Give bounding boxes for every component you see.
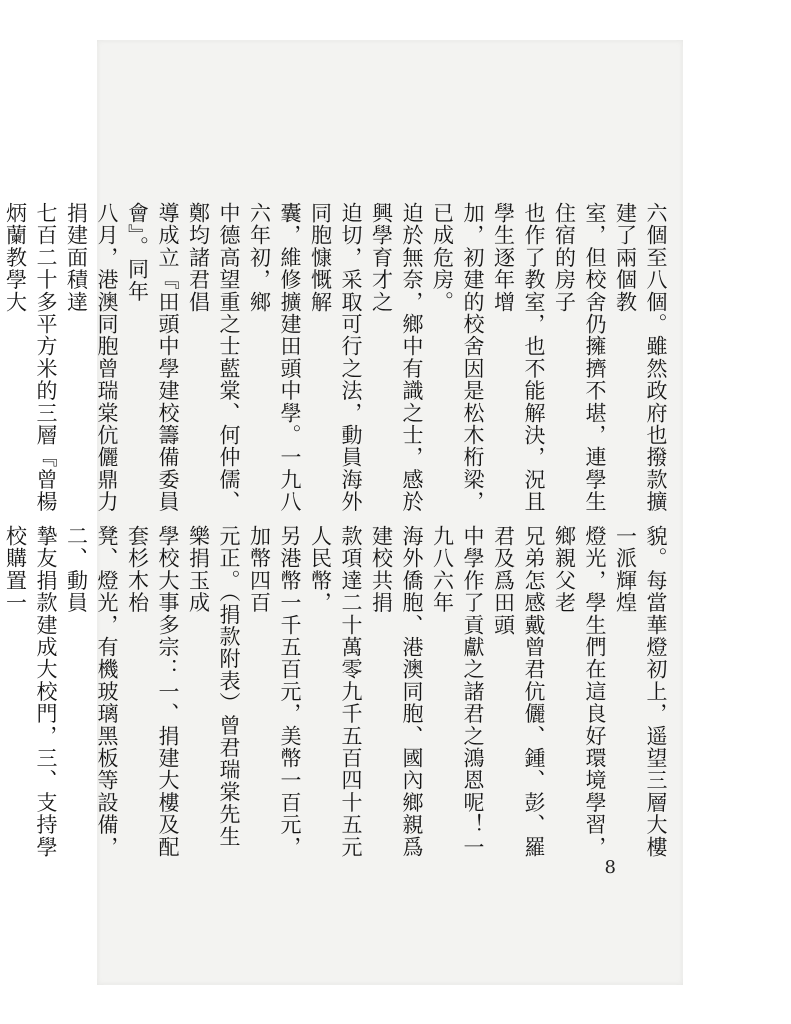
text-column: 迫切，采取可行之法，動員海外同胞慷慨解 [308, 202, 363, 513]
text-column: 兄弟怎感戴曾君伉儷、鍾、彭、羅君及爲田頭 [491, 525, 546, 858]
text-column: 室，但校舍仍擁擠不堪，連學生住宿的房子 [552, 202, 607, 513]
text-column: 囊，維修擴建田頭中學。一九八六年初，鄉 [247, 202, 302, 513]
text-column: 六個至八個。雖然政府也撥款擴建了兩個教 [613, 202, 668, 513]
text-column: 也作了教室，也不能解決，況且學生逐年增 [491, 202, 546, 513]
text-column: 凳、燈光，有機玻璃黑板等設備，二、動員 [64, 525, 119, 858]
text-column: 貌。每當華燈初上，遥望三層大樓一派輝煌 [613, 525, 668, 858]
page-number: 8 [604, 857, 616, 878]
text-column: 學校大事多宗：一、捐建大樓及配套杉木枱 [125, 525, 180, 858]
text-column: 七百二十多平方米的三層『曾楊炳蘭教學大 [3, 202, 58, 513]
text-column: 元正。（捐款附表）曾君瑞棠先生樂捐玉成 [186, 525, 241, 848]
text-column: 導成立『田頭中學建校籌備委員會』。同年 [125, 202, 180, 513]
document-page [3, 40, 683, 985]
lower-text-block [0, 525, 671, 858]
text-column: 海外僑胞、港澳同胞、國內鄉親爲建校共捐 [369, 525, 424, 858]
text-column: 摯友捐款建成大校門，三、支持學校購置一 [3, 525, 58, 858]
text-column: 八月，港澳同胞曾瑞棠伉儷鼎力捐建面積達 [64, 202, 119, 513]
text-column: 中德高望重之士藍棠、何仲儒、鄭均諸君倡 [186, 202, 241, 513]
text-column: 加，初建的校舍因是松木桁梁，已成危房。 [430, 202, 485, 513]
text-column: 燈光，學生們在這良好環境學習，鄉親父老 [552, 525, 607, 858]
text-column: 款項達二十萬零九千五百四十五元人民幣， [308, 525, 363, 858]
text-column: 另港幣一千五百元，美幣一百元，加幣四百 [247, 525, 302, 858]
upper-text-block [0, 202, 671, 520]
text-column: 迫於無奈，鄉中有識之士，感於興學育才之 [369, 202, 424, 513]
text-column: 中學作了貢獻之諸君之鴻恩呢！一九八六年 [430, 525, 485, 858]
